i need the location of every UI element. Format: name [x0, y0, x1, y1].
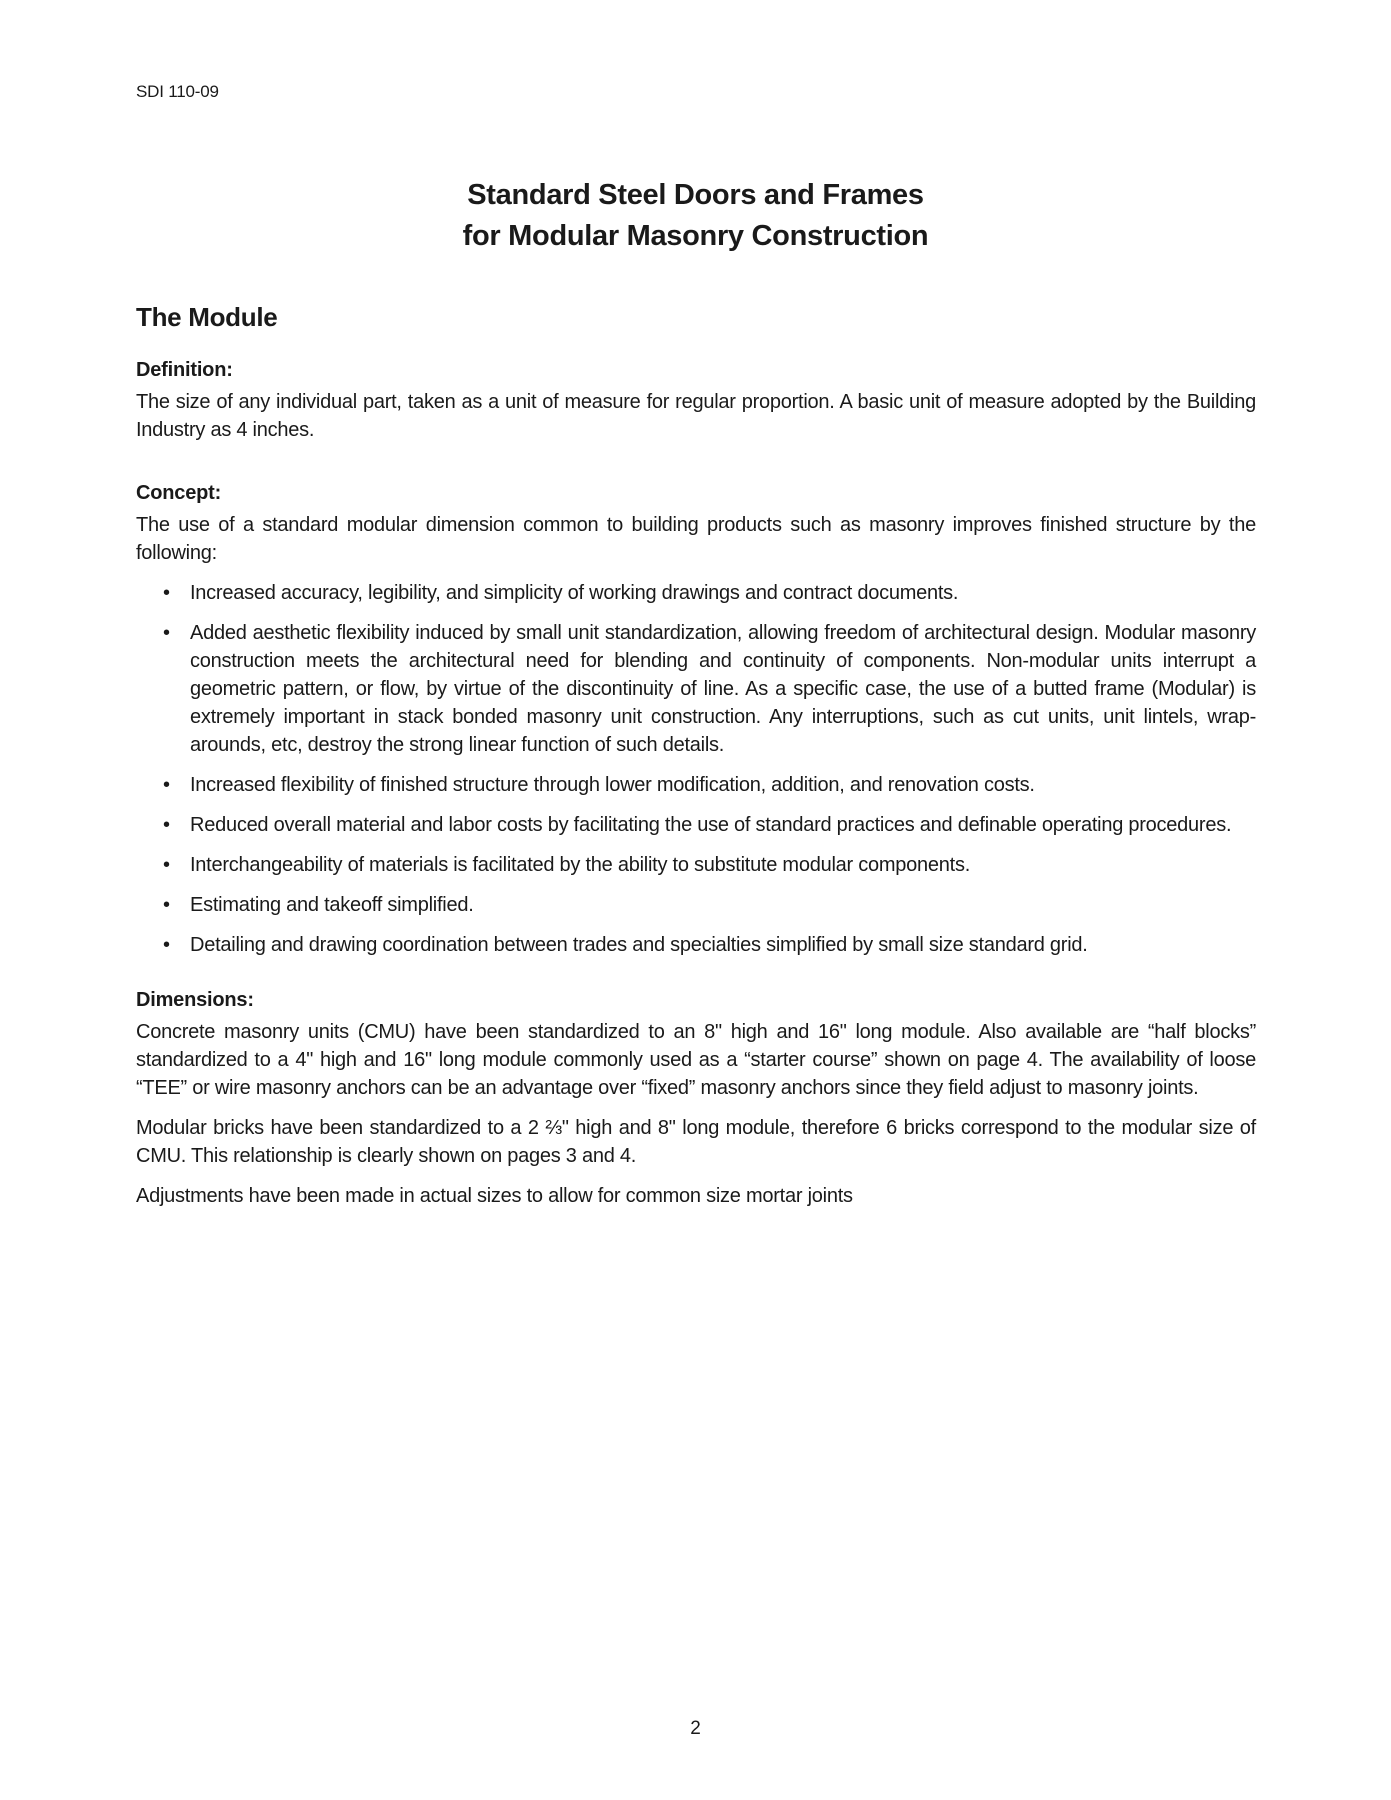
list-item-text: Estimating and takeoff simplified. — [190, 894, 474, 916]
list-item-text: Detailing and drawing coordination between trades and specialties simplified by small size standard grid. — [190, 934, 1088, 956]
list-item — [136, 851, 1256, 879]
definition-text: The size of any individual part, taken as a unit of measure for regular proportion. A basic unit of measure adopted by the Building Industry as 4 inches. — [136, 391, 1256, 441]
concept-intro: The use of a standard modular dimension common to building products such as masonry improves finished structure by the following: — [136, 514, 1256, 564]
dimensions-heading: Dimensions: — [136, 989, 254, 1011]
list-item-text: Reduced overall material and labor costs by facilitating the use of standard practices and definable operating procedures. — [190, 814, 1232, 836]
title-line-2: for Modular Masonry Construction — [462, 220, 929, 252]
list-item — [136, 811, 1256, 839]
bullet-icon: • — [163, 814, 170, 836]
list-item — [136, 579, 1256, 607]
section-heading: The Module — [136, 302, 278, 332]
list-item — [136, 619, 1256, 759]
title-line-1: Standard Steel Doors and Frames — [467, 179, 924, 211]
dimensions-paragraph: Modular bricks have been standardized to a 2 ⅔" high and 8" long module, therefore 6 bricks correspond to the modular size of CMU. This relationship is clearly shown on pages 3 and 4. — [136, 1117, 1256, 1167]
concept-bullet-list — [136, 579, 1256, 959]
page-title — [0, 175, 1391, 257]
list-item — [136, 931, 1256, 959]
dimensions-paragraph: Adjustments have been made in actual sizes to allow for common size mortar joints — [136, 1185, 853, 1207]
list-item-text: Added aesthetic flexibility induced by small unit standardization, allowing freedom of architectural design. Modular masonry construction meets the architectural need for blending and continuity of components. Non-modular units interrupt a geometric pattern, or flow, by virtue of the discontinuity of line. As a specific case, the use of a butted frame (Modular) is extremely important in stack bonded masonry unit construction. Any interruptions, such as cut units, unit lintels, wrap-arounds, etc, destroy the strong linear function of such details. — [190, 622, 1256, 756]
dimensions-paragraph: Concrete masonry units (CMU) have been standardized to an 8" high and 16" long module. Also available are “half blocks” standardized to a 4" high and 16" long module commonly used as a “starter course” shown on page 4. The availability of loose “TEE” or wire masonry anchors can be an advantage over “fixed” masonry anchors since they field adjust to masonry joints. — [136, 1021, 1256, 1099]
list-item-text: Increased accuracy, legibility, and simplicity of working drawings and contract documents. — [190, 582, 959, 604]
main-content — [136, 302, 1256, 1222]
document-id: SDI 110-09 — [136, 82, 219, 101]
page-number: 2 — [690, 1718, 701, 1739]
bullet-icon: • — [163, 774, 170, 796]
bullet-icon: • — [163, 934, 170, 956]
bullet-icon: • — [163, 894, 170, 916]
concept-heading: Concept: — [136, 482, 222, 504]
bullet-icon: • — [163, 582, 170, 604]
list-item — [136, 771, 1256, 799]
bullet-icon: • — [163, 622, 170, 644]
definition-heading: Definition: — [136, 359, 233, 381]
list-item — [136, 891, 1256, 919]
bullet-icon: • — [163, 854, 170, 876]
list-item-text: Increased flexibility of finished structure through lower modification, addition, and renovation costs. — [190, 774, 1035, 796]
list-item-text: Interchangeability of materials is facilitated by the ability to substitute modular components. — [190, 854, 970, 876]
